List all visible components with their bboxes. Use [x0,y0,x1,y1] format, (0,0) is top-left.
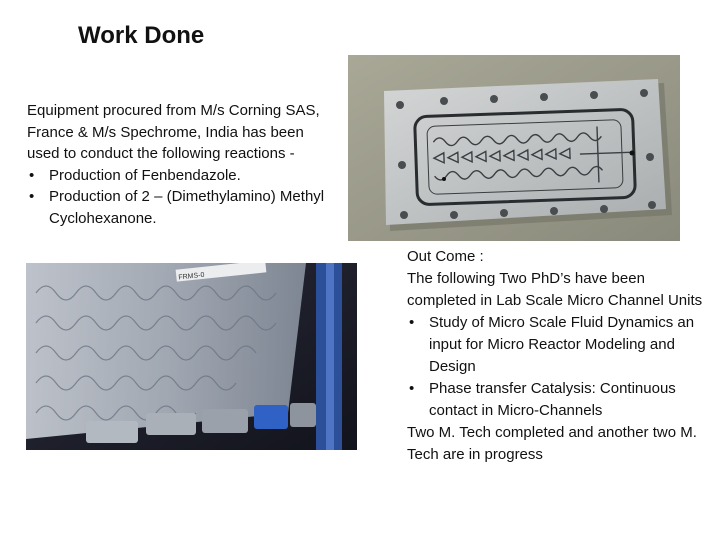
phd-list [407,312,707,422]
glass-reactor-photo [26,263,357,450]
list-item-text: Study of Micro Scale Fluid Dynamics an input for Micro Reactor Modeling and Design [429,314,695,375]
outcome-heading: Out Come : [407,248,484,265]
bullet-icon: • [29,188,35,205]
glass-reactor-illustration [26,263,357,450]
list-item [27,186,337,229]
reaction-list [27,165,337,230]
list-item-text: Production of Fenbendazole. [49,166,241,184]
list-item [407,312,707,378]
microreactor-plate-photo [348,55,680,241]
outcome-paragraph: The following Two PhD’s have been completed in Lab Scale Micro Channel Units [407,270,703,309]
bullet-icon: • [409,380,415,397]
list-item [27,165,337,187]
microreactor-plate-illustration [348,55,680,241]
list-item-text: Production of 2 – (Dimethylamino) Methyl Cyclohexanone. [49,188,325,227]
intro-text-block [27,100,337,229]
outcome-footer: Two M. Tech completed and another two M. Tech are in progress [407,424,697,463]
slide-title: Work Done [78,22,205,49]
list-item-text: Phase transfer Catalysis: Continuous contact in Micro-Channels [429,380,676,419]
outcome-text-block [407,246,707,466]
bullet-icon: • [409,314,415,331]
bullet-icon: • [29,166,35,184]
list-item [407,378,707,422]
intro-paragraph: Equipment procured from M/s Corning SAS, France & M/s Spechrome, India has been used to conduct the following reactions - [27,102,320,162]
reactor-label-text: FRMS-0 [178,271,205,282]
